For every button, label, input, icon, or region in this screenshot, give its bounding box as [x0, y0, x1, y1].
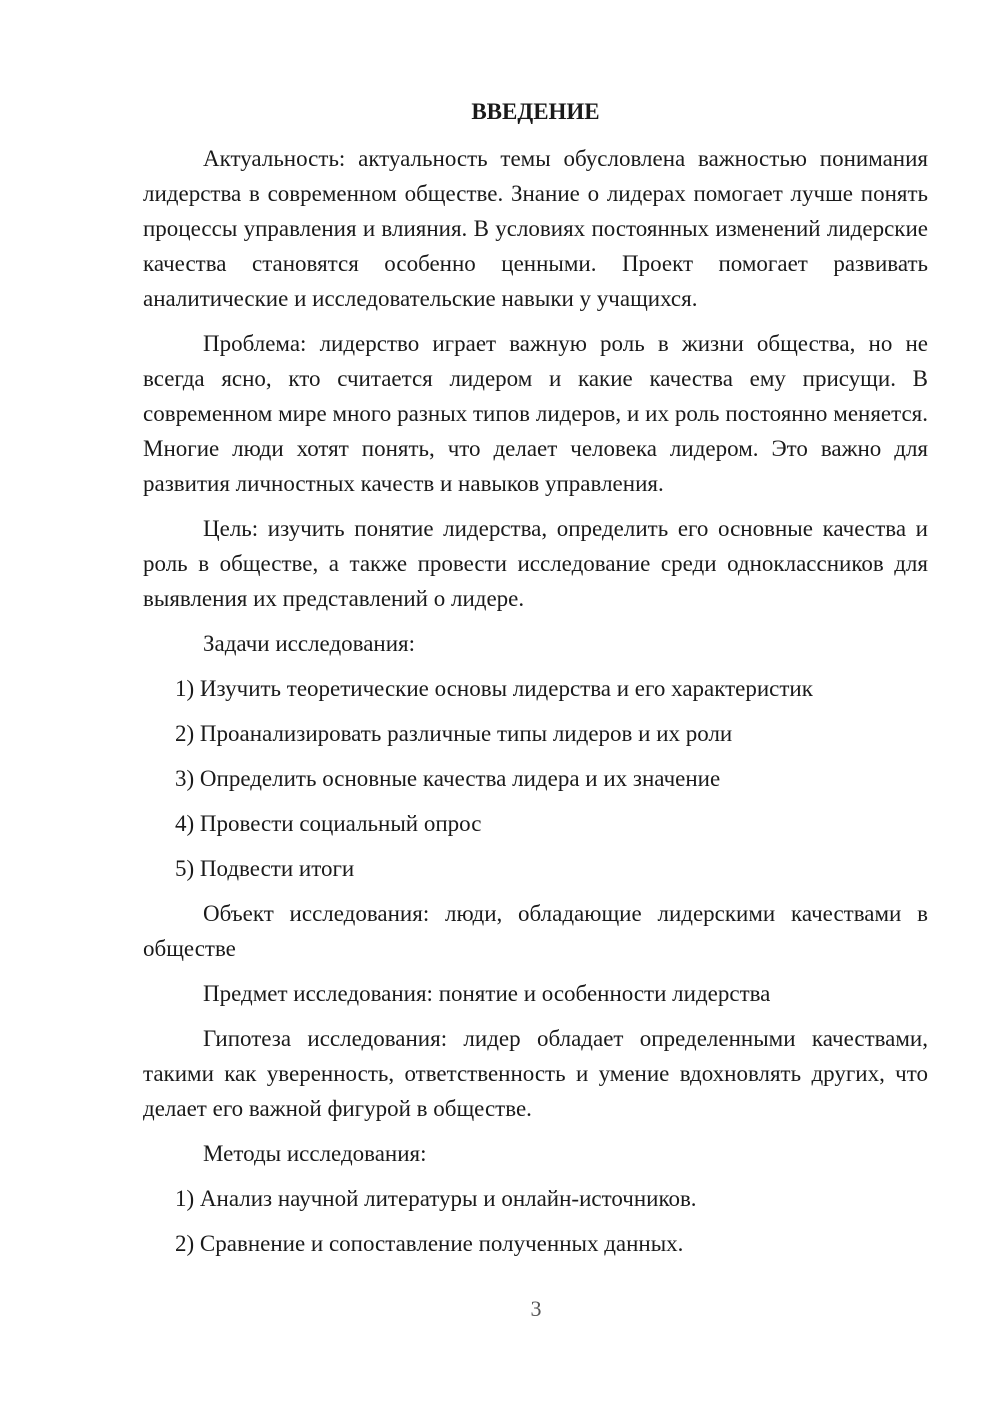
- subject-paragraph: Предмет исследования: понятие и особенности лидерства: [203, 981, 771, 1006]
- page-content: [143, 94, 928, 1271]
- task-item: 5) Подвести итоги: [175, 856, 355, 881]
- section-title: ВВЕДЕНИЕ: [471, 99, 600, 124]
- tasks-heading: Задачи исследования:: [203, 631, 416, 656]
- object-paragraph: Объект исследования: люди, обладающие лидерскими качествами в обществе: [143, 901, 928, 961]
- task-item: 2) Проанализировать различные типы лидеров и их роли: [175, 721, 733, 746]
- page-number: 3: [530, 1296, 542, 1321]
- method-item: 1) Анализ научной литературы и онлайн-источников.: [175, 1186, 697, 1211]
- method-item: 2) Сравнение и сопоставление полученных данных.: [175, 1231, 684, 1256]
- goal-paragraph: Цель: изучить понятие лидерства, определить его основные качества и роль в обществе, а также провести исследование среди одноклассников для выявления их представлений о лидере.: [143, 516, 928, 611]
- task-item: 1) Изучить теоретические основы лидерства и его характеристик: [175, 676, 813, 701]
- problem-paragraph: Проблема: лидерство играет важную роль в жизни общества, но не всегда ясно, кто считается лидером и какие качества ему присущи. В современном мире много разных типов лидеров, и их роль постоянно меняется. Многие люди хотят понять, что делает человека лидером. Это важно для развития личностных качеств и навыков управления.: [143, 331, 928, 496]
- task-item: 3) Определить основные качества лидера и их значение: [175, 766, 721, 791]
- relevance-paragraph: Актуальность: актуальность темы обусловлена важностью понимания лидерства в современном обществе. Знание о лидерах помогает лучше понять процессы управления и влияния. В условиях постоянных изменений лидерские качества становятся особенно ценными. Проект помогает развивать аналитические и исследовательские навыки у учащихся.: [143, 146, 928, 311]
- task-item: 4) Провести социальный опрос: [175, 811, 482, 836]
- methods-heading: Методы исследования:: [203, 1141, 427, 1166]
- methods-list: [143, 1181, 928, 1261]
- hypothesis-paragraph: Гипотеза исследования: лидер обладает определенными качествами, такими как уверенность, ответственность и умение вдохновлять других, что делает его важной фигурой в обществе.: [143, 1026, 928, 1121]
- tasks-list: [143, 671, 928, 886]
